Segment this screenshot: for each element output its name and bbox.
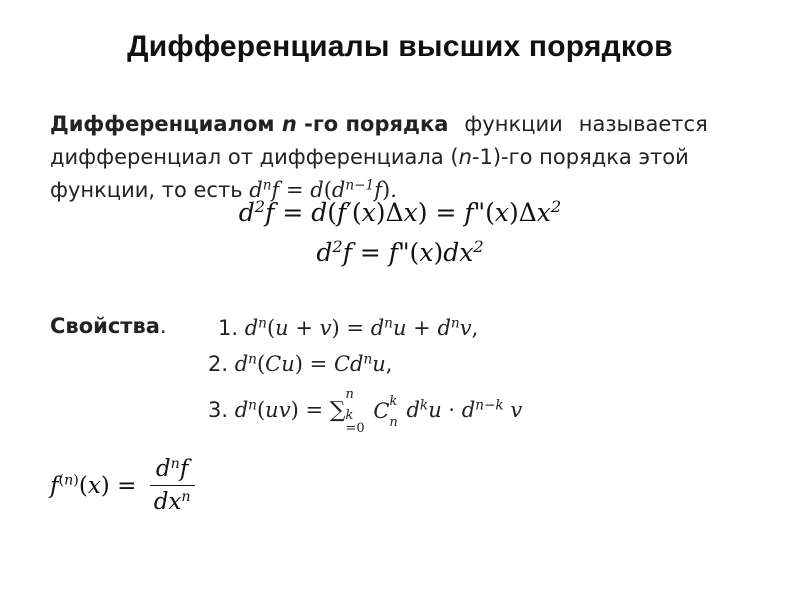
- nth-derivative-formula: $f^{(n)}(x)$ = $\frac{d^nf}{dx^n}$: [50, 456, 195, 515]
- display-formula-1: $d^2f = d(f'(x)\Delta x)$ = $f"(x)\Delta x^2$: [238, 197, 562, 227]
- summation-symbol: ∑: [329, 398, 346, 423]
- slide-title: Дифференциалы высших порядков: [127, 30, 673, 63]
- property-2: 2. $d^n(Cu) = Cd^nu$,: [208, 351, 393, 376]
- definition-inline-formula: $d^nf = d(d^{n-1}f)$.: [249, 177, 397, 202]
- definition-line-3: функции, то есть $d^nf = d(d^{n-1}f)$.: [50, 177, 397, 202]
- property-3: 3. $d^n(uv)$ = ∑ n k =0 C k n $d^ku \cdot d^{n-k}$ v: [208, 387, 523, 436]
- properties-label: Свойства.: [50, 314, 167, 338]
- fraction-numerator: $d^nf$: [150, 456, 195, 486]
- property-1: 1. $d^n(u + v) = d^nu + d^nv$,: [218, 315, 479, 340]
- definition-line-1: Дифференциалом n -го порядка функции называется: [50, 112, 708, 136]
- fraction-denominator: $dx^n$: [153, 489, 191, 515]
- derivative-fraction: [150, 456, 195, 515]
- display-formula-2: $d^2f$ = $f"(x)dx^2$: [316, 237, 484, 267]
- definition-paragraph: [50, 108, 750, 207]
- definition-line-2: дифференциал от дифференциала (n-1)-го порядка этой: [50, 145, 689, 169]
- definition-term: Дифференциалом n -го порядка: [50, 112, 449, 136]
